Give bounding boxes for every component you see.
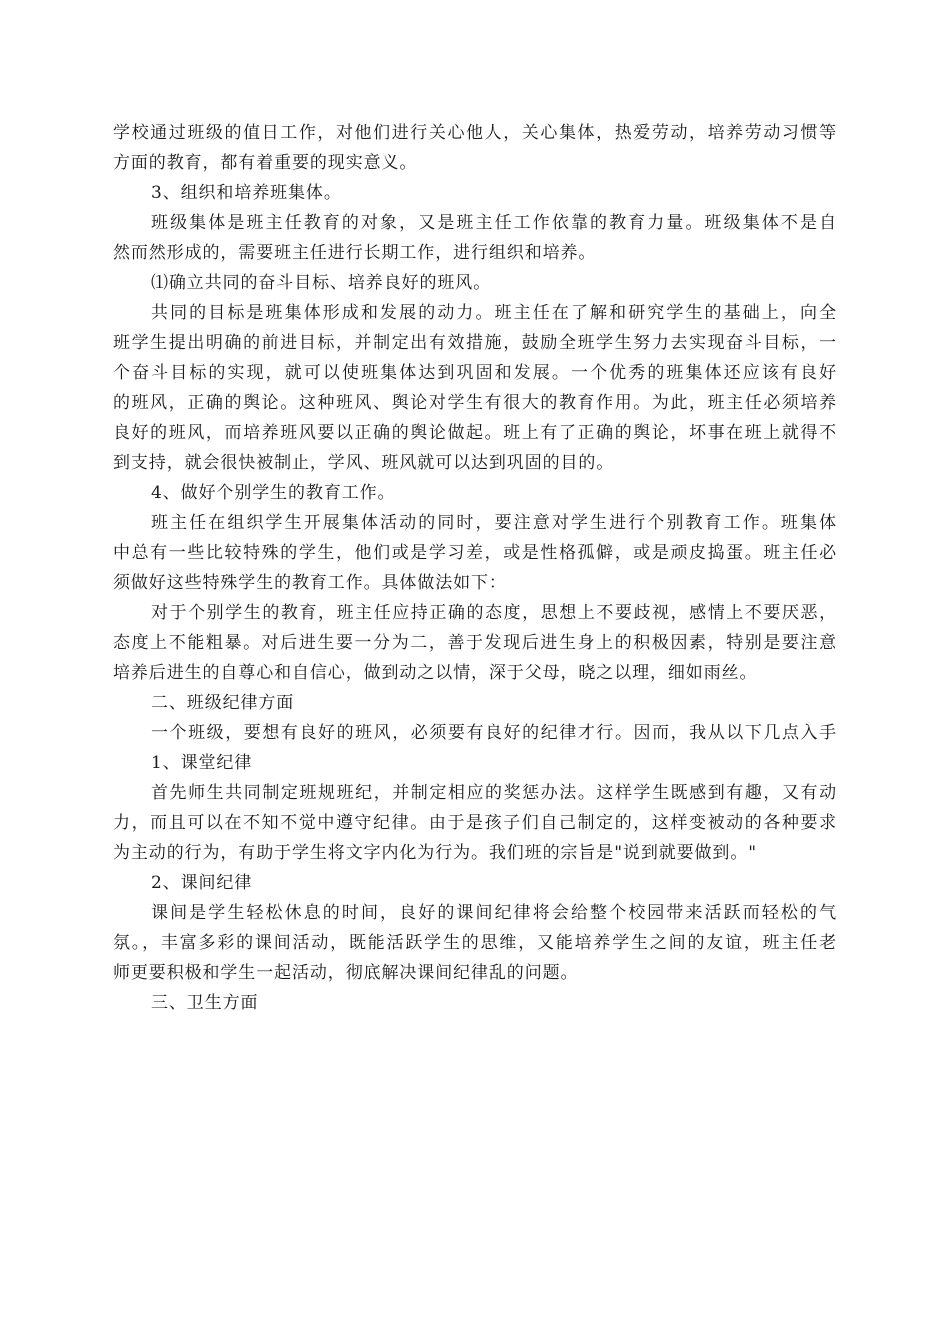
section-heading: 3、组织和培养班集体。 — [151, 183, 342, 203]
text-line: 良好的班风，而培养班风要以正确的舆论做起。班上有了正确的舆论，坏事在班上就得不 — [113, 423, 837, 443]
text-line: 培养后进生的自尊心和自信心，做到动之以情，深于父母，晓之以理，细如雨丝。 — [113, 663, 758, 683]
text-line: 态度上不能粗暴。对后进生要一分为二，善于发现后进生身上的积极因素，特别是要注意 — [113, 633, 837, 653]
section-heading: 二、班级纪律方面 — [151, 693, 295, 713]
section-heading: 4、做好个别学生的教育工作。 — [151, 483, 396, 503]
text-line: 班主任在组织学生开展集体活动的同时，要注意对学生进行个别教育工作。班集体 — [151, 513, 837, 533]
document-body — [113, 118, 837, 1018]
text-line: 个奋斗目标的实现，就可以使班集体达到巩固和发展。一个优秀的班集体还应该有良好 — [113, 363, 837, 383]
text-line: 中总有一些比较特殊的学生，他们或是学习差，或是性格孤僻，或是顽皮捣蛋。班主任必 — [113, 543, 837, 563]
text-line: 学校通过班级的值日工作，对他们进行关心他人，关心集体，热爱劳动，培养劳动习惯等 — [113, 123, 837, 143]
text-line: 师更要积极和学生一起活动，彻底解决课间纪律乱的问题。 — [113, 963, 579, 983]
text-line: 对于个别学生的教育，班主任应持正确的态度，思想上不要歧视，感情上不要厌恶， — [151, 603, 837, 623]
section-heading: 1、课堂纪律 — [151, 753, 253, 773]
text-line: 首先师生共同制定班规班纪，并制定相应的奖惩办法。这样学生既感到有趣，又有动 — [151, 783, 837, 803]
text-line: 一个班级，要想有良好的班风，必须要有良好的纪律才行。因而，我从以下几点入手 — [151, 723, 837, 743]
text-line: 的班风，正确的舆论。这种班风、舆论对学生有很大的教育作用。为此，班主任必须培养 — [113, 393, 837, 413]
text-line: 课间是学生轻松休息的时间，良好的课间纪律将会给整个校园带来活跃而轻松的气 — [151, 903, 837, 923]
text-line: 须做好这些特殊学生的教育工作。具体做法如下： — [113, 573, 507, 593]
text-line: 方面的教育，都有着重要的现实意义。 — [113, 153, 418, 173]
text-line: 班学生提出明确的前进目标，并制定出有效措施，鼓励全班学生努力去实现奋斗目标，一 — [113, 333, 837, 353]
text-line: 为主动的行为，有助于学生将文字内化为行为。我们班的宗旨是"说到就要做到。" — [113, 843, 757, 863]
section-heading: 2、课间纪律 — [151, 873, 253, 893]
text-line: 然而然形成的，需要班主任进行长期工作，进行组织和培养。 — [113, 243, 597, 263]
text-line: 力，而且可以在不知不觉中遵守纪律。由于是孩子们自己制定的，这样变被动的各种要求 — [113, 813, 837, 833]
section-heading: 三、卫生方面 — [151, 993, 259, 1013]
text-line: 共同的目标是班集体形成和发展的动力。班主任在了解和研究学生的基础上，向全 — [151, 303, 837, 323]
text-line: 到支持，就会很快被制止，学风、班风就可以达到巩固的目的。 — [113, 453, 615, 473]
section-heading: ⑴确立共同的奋斗目标、培养良好的班风。 — [151, 273, 492, 293]
text-line: 氛。，丰富多彩的课间活动，既能活跃学生的思维，又能培养学生之间的友谊，班主任老 — [113, 933, 837, 953]
text-line: 班级集体是班主任教育的对象，又是班主任工作依靠的教育力量。班级集体不是自 — [151, 213, 837, 233]
